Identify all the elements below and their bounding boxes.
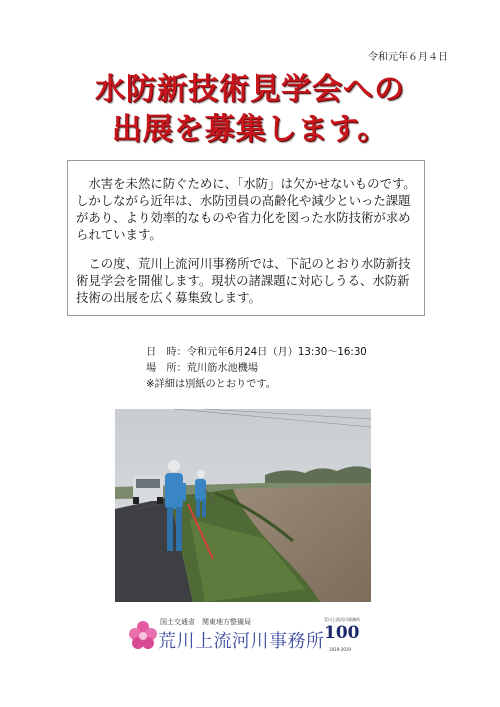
flood-site-photo	[115, 409, 371, 602]
page-title	[0, 70, 500, 150]
event-details	[146, 345, 367, 393]
intro-box	[67, 160, 425, 316]
office-name: 荒川上流河川事務所	[158, 631, 325, 652]
event-place: 場 所：荒川筋水池機場	[146, 363, 259, 374]
intro-paragraph-2: この度、荒川上流河川事務所では、下記のとおり水防新技術見学会を開催します。現状の諸課題に対応しうる、水防新技術の出展を広く募集致します。	[76, 256, 411, 305]
title-line-1: 水防新技術見学会への	[95, 72, 405, 107]
badge-years: 1919-2019	[329, 647, 351, 652]
flood-site-photo-illustration	[115, 409, 371, 602]
event-note: ※詳細は別紙のとおりです。	[146, 379, 276, 390]
badge-caption: 荒川上流河川事務所	[324, 617, 360, 622]
title-line-2: 出展を募集します。	[111, 112, 389, 147]
anniversary-badge	[324, 617, 360, 657]
issue-date: 令和元年６月４日	[368, 52, 448, 63]
sakura-logo-icon	[128, 619, 158, 653]
intro-paragraph-1: 水害を未然に防ぐために、「水防」は欠かせないものです。しかしながら近年は、水防団員の高齢化や減少といった課題があり、より効率的なものや省力化を図った水防技術が求められています。	[76, 176, 416, 242]
event-datetime: 日 時：令和元年6月24日（月）13:30～16:30	[146, 347, 367, 358]
office-footer	[128, 617, 368, 663]
badge-number: 100	[324, 623, 360, 643]
ministry-label: 国土交通省 関東地方整備局	[160, 618, 251, 626]
